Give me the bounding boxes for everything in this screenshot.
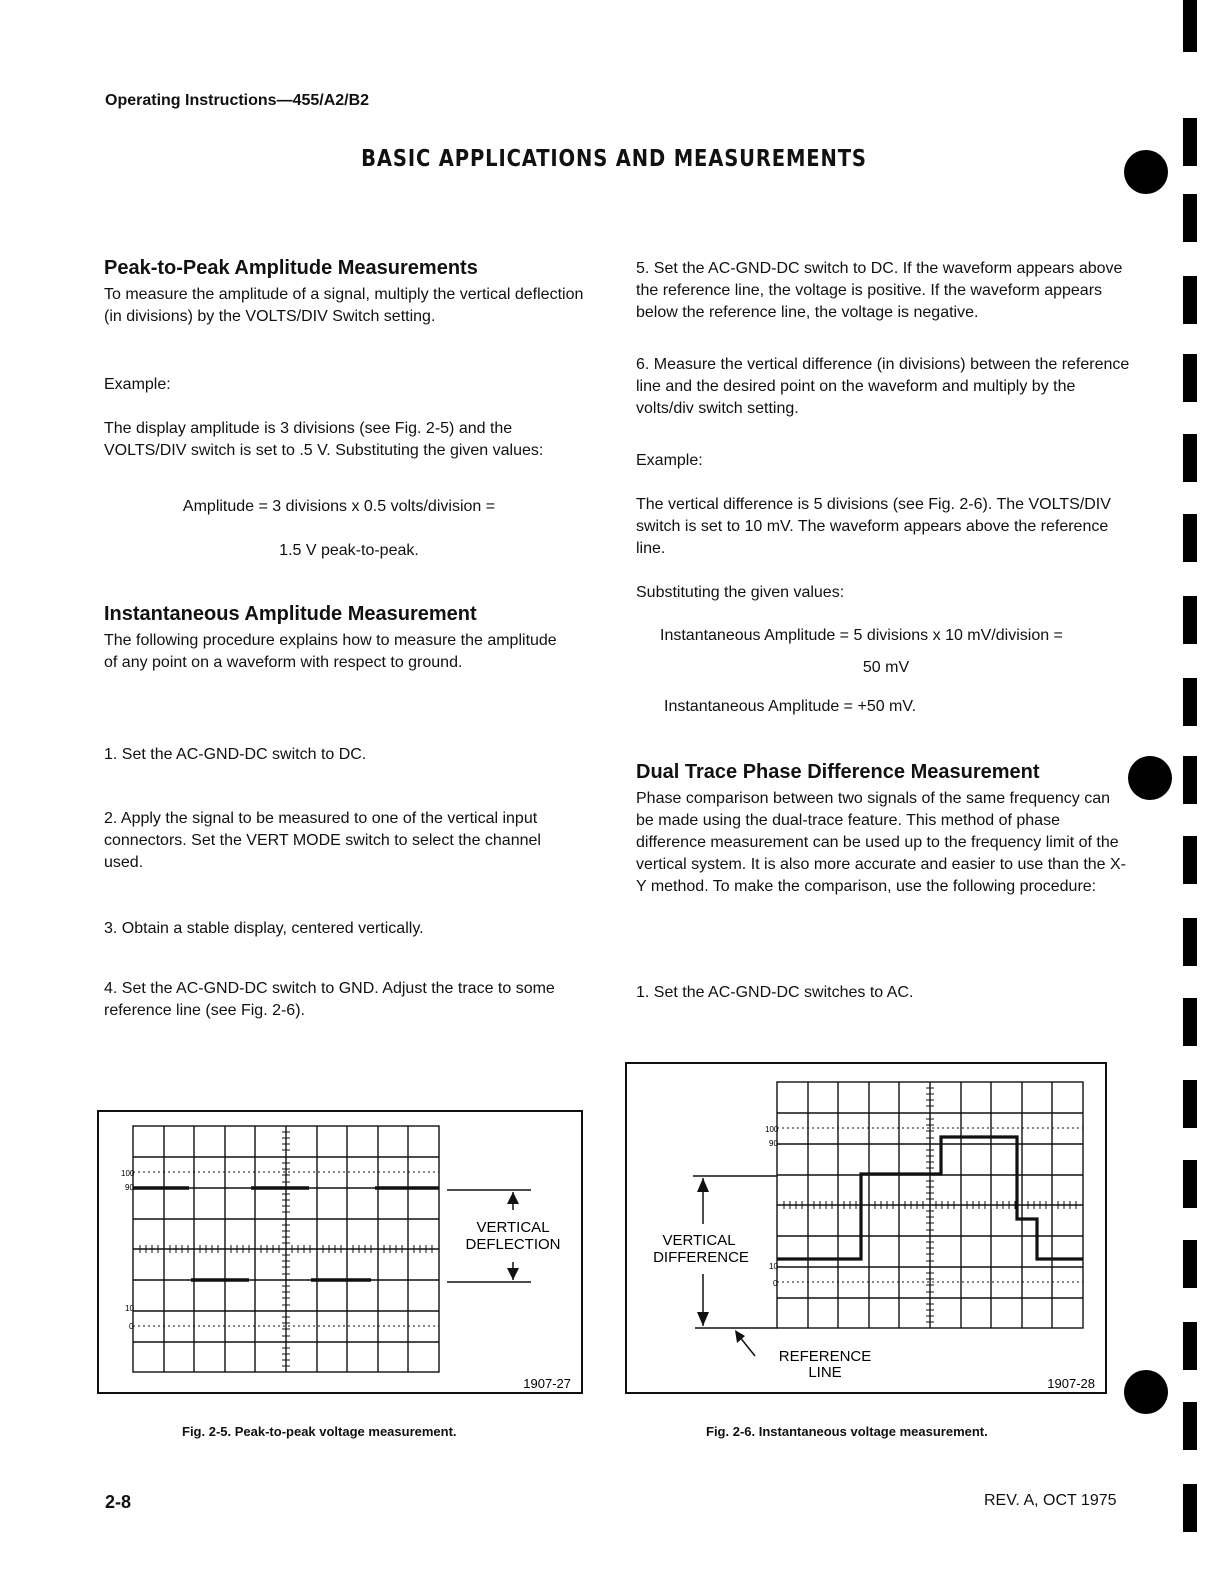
paragraph: The vertical difference is 5 divisions (see Fig. 2-6). The VOLTS/DIV switch is set to 10 mV. The waveform appears above the reference line. [636,496,1111,557]
margin-bar [1183,1160,1197,1208]
running-header: Operating Instructions—455/A2/B2 [105,92,370,109]
annotation-reference: REFERENCE [778,1348,872,1365]
figure-2-6-graticule [627,1064,1105,1392]
margin-bar [1183,194,1197,242]
label-10: 10 [125,1304,134,1313]
section-heading-peak-to-peak: Peak-to-Peak Amplitude Measurements [104,257,478,279]
paragraph: The following procedure explains how to measure the amplitude of any point on a waveform with respect to ground. [104,632,557,671]
equation: Instantaneous Amplitude = 5 divisions x 10 mV/division = [660,627,1063,644]
margin-bar [1183,998,1197,1046]
equation-result: 1.5 V peak-to-peak. [279,542,419,559]
label-0: 0 [129,1322,134,1331]
annotation-vertical: VERTICAL [476,1219,550,1236]
page-number: 2-8 [105,1492,132,1512]
margin-bar [1183,918,1197,966]
margin-bar [1183,1402,1197,1450]
equation-result: 50 mV [862,659,910,676]
margin-bar [1183,276,1197,324]
binder-hole [1128,756,1172,800]
paragraph: The display amplitude is 3 divisions (see Fig. 2-5) and the VOLTS/DIV switch is set to .5 V. Substituting the given values: [104,420,544,459]
figure-2-5 [97,1110,583,1394]
figure-code: 1907-28 [1047,1376,1095,1391]
equation: Instantaneous Amplitude = +50 mV. [664,698,917,715]
margin-bar [1183,596,1197,644]
arrow-down-icon [507,1268,519,1280]
section-heading-instantaneous: Instantaneous Amplitude Measurement [104,603,477,625]
margin-bar [1183,836,1197,884]
step-4: 4. Set the AC-GND-DC switch to GND. Adjust the trace to some reference line (see Fig. 2-6). [104,980,555,1019]
step-1: 1. Set the AC-GND-DC switch to DC. [104,746,367,763]
figure-code: 1907-27 [523,1376,571,1391]
figure-2-6 [625,1062,1107,1394]
step-3: 3. Obtain a stable display, centered vertically. [104,920,424,937]
arrow-down-icon [697,1312,709,1326]
figure-caption: Fig. 2-6. Instantaneous voltage measurement. [706,1424,988,1439]
equation: Amplitude = 3 divisions x 0.5 volts/division = [182,498,496,515]
label-100: 100 [121,1169,135,1178]
left-column [104,256,594,328]
figure-2-5-graticule [99,1112,581,1392]
binder-hole [1124,1370,1168,1414]
revision-note: REV. A, OCT 1975 [984,1492,1117,1509]
margin-bar [1183,354,1197,402]
label-10: 10 [769,1262,778,1271]
binder-hole [1124,150,1168,194]
margin-bar [1183,1322,1197,1370]
arrow-up-icon [697,1178,709,1192]
label-100: 100 [765,1125,779,1134]
figure-caption: Fig. 2-5. Peak-to-peak voltage measurement. [182,1424,457,1439]
margin-bar [1183,1484,1197,1532]
margin-bar [1183,678,1197,726]
annotation-difference: DIFFERENCE [653,1249,749,1266]
page-title: BASIC APPLICATIONS AND MEASUREMENTS [361,146,867,172]
step-2: 2. Apply the signal to be measured to one of the vertical input connectors. Set the VERT MODE switch to select the channel used. [104,810,541,871]
annotation-vertical: VERTICAL [662,1232,736,1249]
paragraph: Substituting the given values: [636,584,845,601]
section-heading-dual-trace: Dual Trace Phase Difference Measurement [636,761,1040,783]
annotation-deflection: DEFLECTION [465,1236,561,1253]
step-5: 5. Set the AC-GND-DC switch to DC. If the waveform appears above the reference line, the voltage is positive. If the waveform appears below the reference line, the voltage is negative. [636,260,1123,321]
margin-bar [1183,0,1197,52]
margin-bar [1183,756,1197,804]
margin-bar [1183,1240,1197,1288]
label-90: 90 [125,1183,134,1192]
annotation-line: LINE [808,1364,842,1381]
margin-bar [1183,1080,1197,1128]
example-label: Example: [636,452,703,469]
label-90: 90 [769,1139,778,1148]
paragraph: Phase comparison between two signals of the same frequency can be made using the dual-trace feature. This method of phase difference measurement can be used up to the frequency limit of the vertical system. It is also more accurate and easier to use than the X-Y method. To make the comparison, use the following procedure: [636,790,1126,895]
margin-bar [1183,514,1197,562]
step-6: 6. Measure the vertical difference (in divisions) between the reference line and the desired point on the waveform and multiply by the volts/div switch setting. [636,356,1130,417]
example-label: Example: [104,376,171,393]
margin-bar [1183,118,1197,166]
label-0: 0 [773,1279,778,1288]
paragraph: To measure the amplitude of a signal, multiply the vertical deflection (in divisions) by the VOLTS/DIV Switch setting. [104,286,584,325]
arrow-up-icon [507,1192,519,1204]
margin-bar [1183,434,1197,482]
step-1: 1. Set the AC-GND-DC switches to AC. [636,984,914,1001]
